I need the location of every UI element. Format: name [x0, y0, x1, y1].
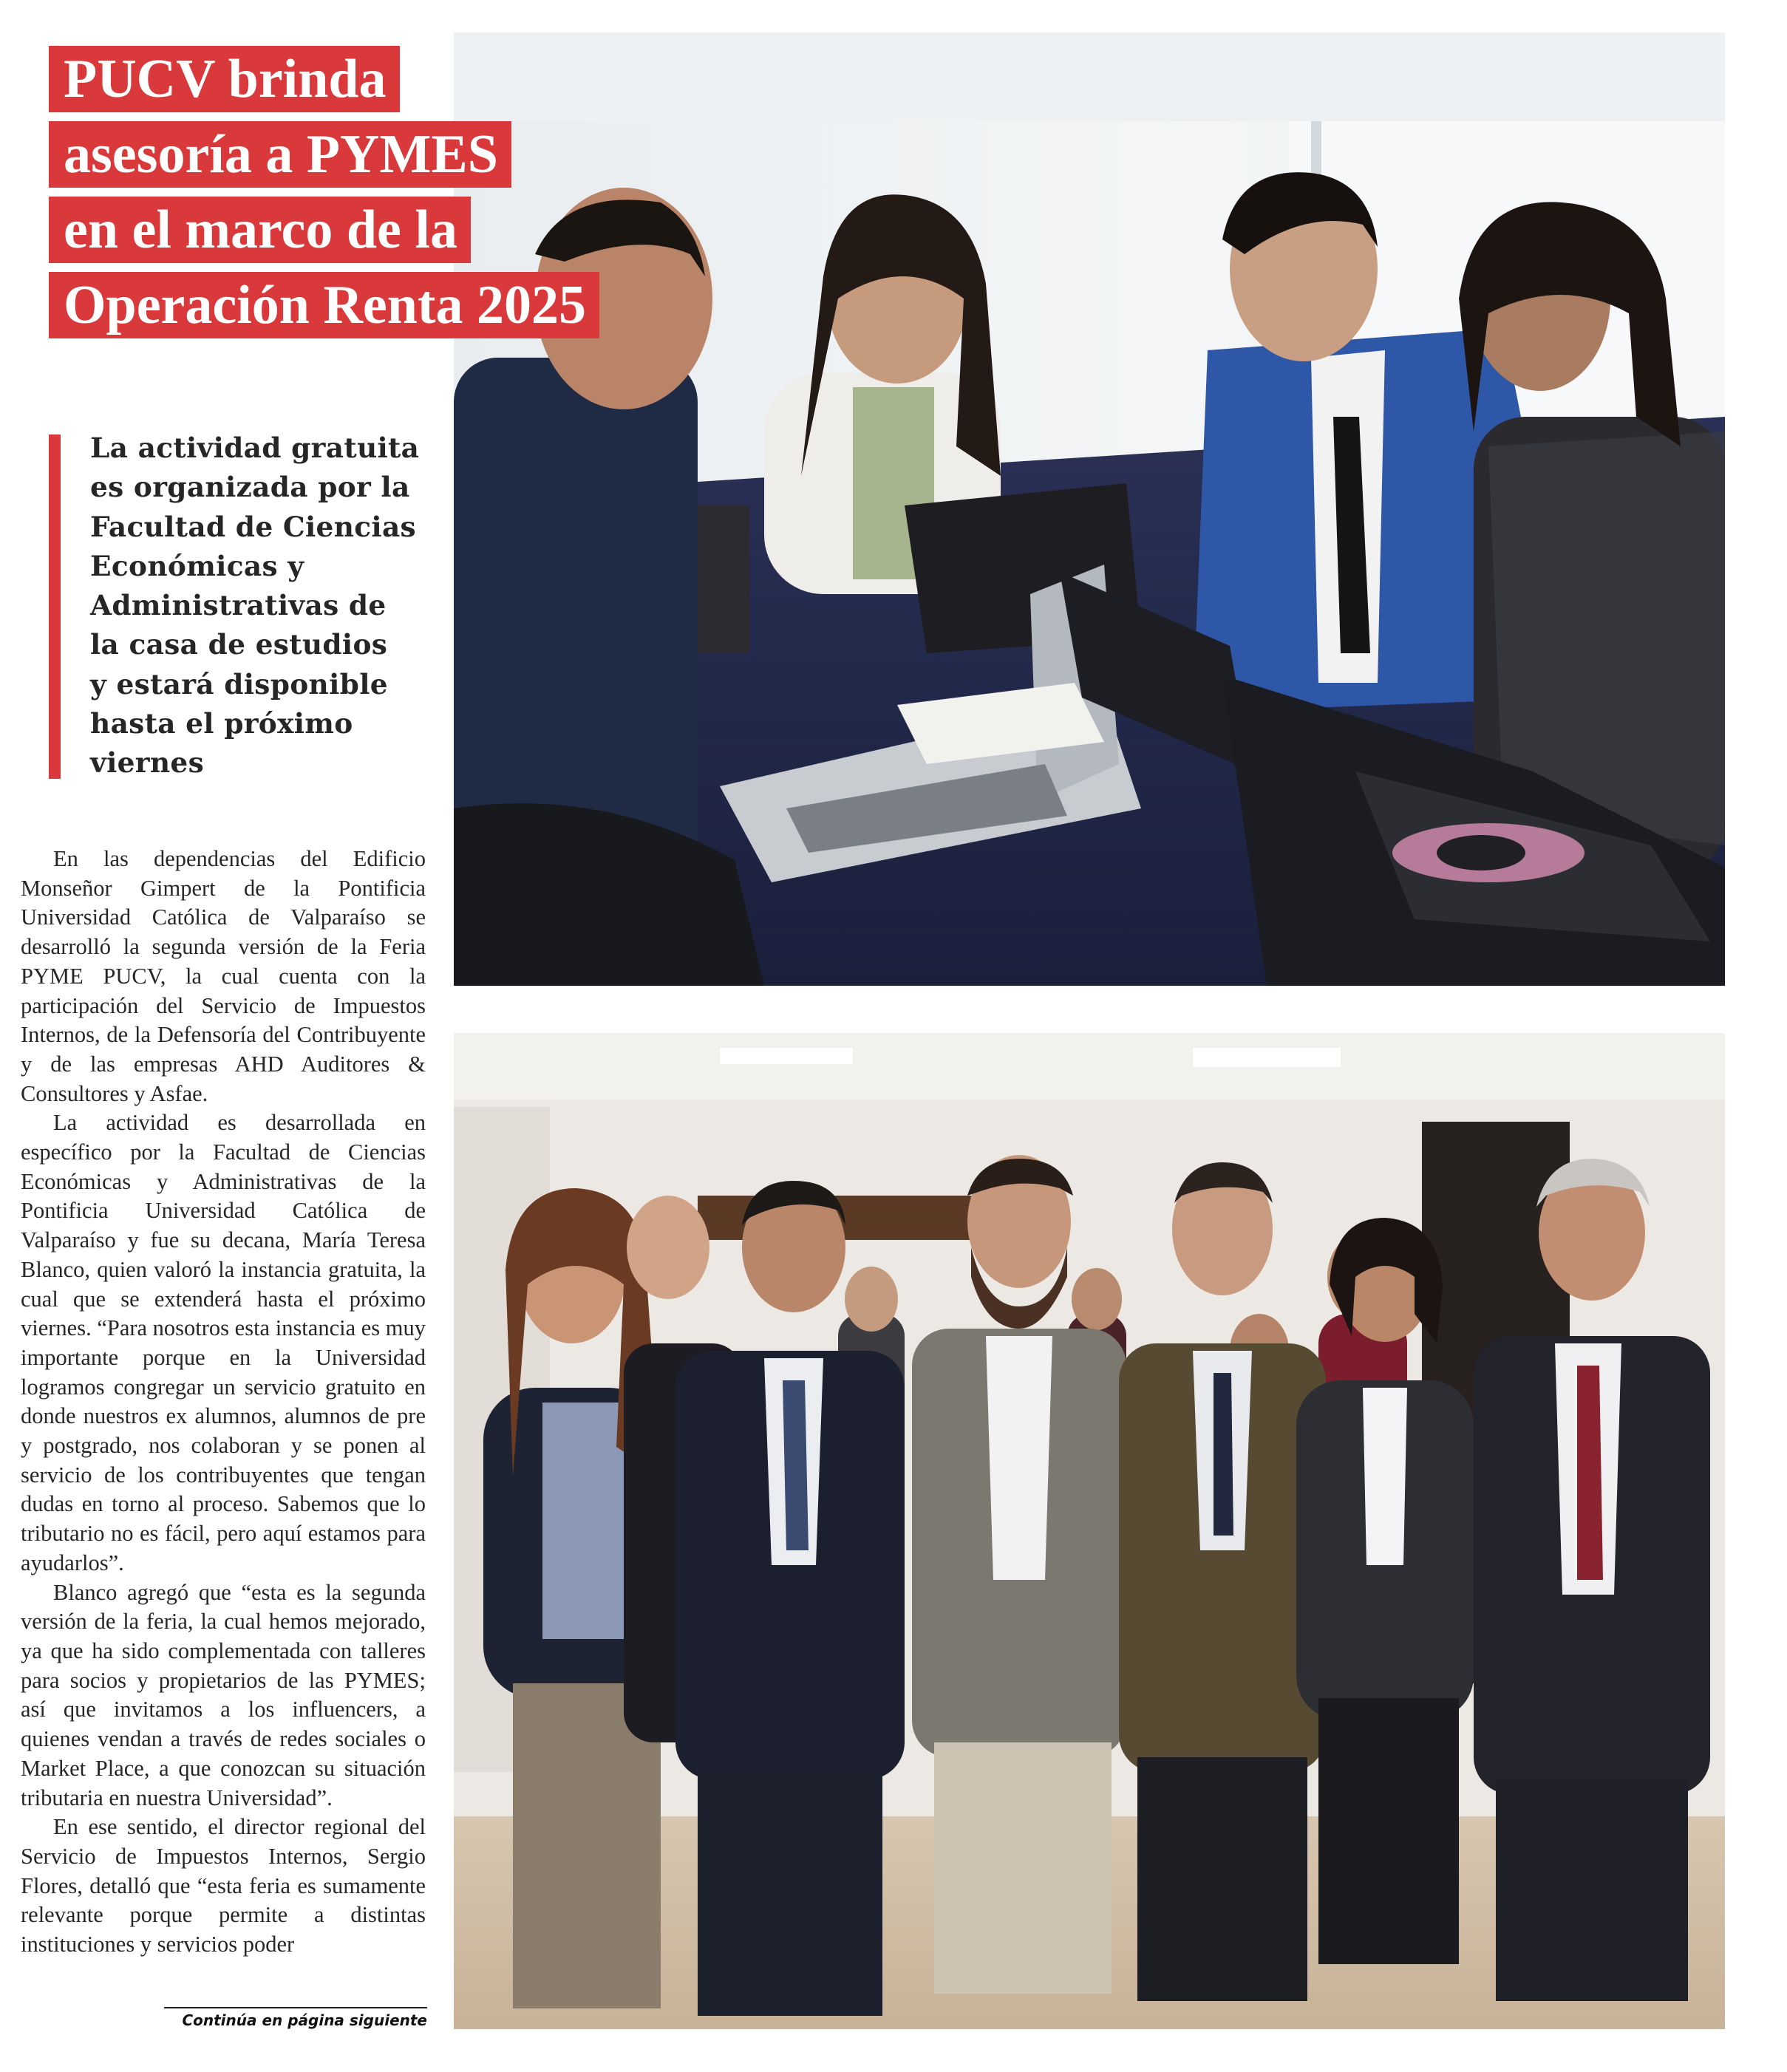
- deck-accent-bar: [49, 434, 61, 779]
- deck: [49, 434, 433, 779]
- body-paragraph-1: En las dependencias del Edificio Monseñor Gimpert de la Pontificia Universidad Católica de Valparaíso se desarrolló la segunda versión de la Feria PYME PUCV, la cual cuenta con la participación del Servicio de Impuestos Internos, de la Defensoría del Contribuyente y de las empresas AHD Auditores & Consultores y Asfae.: [21, 846, 426, 1106]
- article-body: [21, 845, 426, 1960]
- continue-note: Continúa en página siguiente: [182, 2011, 427, 2029]
- deck-text: La actividad gratuita es organizada por la Facultad de Ciencias Económicas y Administrativas de la casa de estudios y estará disponible hasta el próximo viernes: [90, 432, 420, 780]
- headline-line-3: en el marco de la: [49, 197, 471, 263]
- headline-line-4: Operación Renta 2025: [49, 272, 599, 338]
- headline: [49, 46, 714, 347]
- photo-group-portrait: [454, 1033, 1725, 2029]
- headline-line-2: asesoría a PYMES: [49, 121, 511, 188]
- body-paragraph-2: La actividad es desarrollada en específico por la Facultad de Ciencias Económicas y Administrativas de la Pontificia Universidad Católica de Valparaíso y fue su decana, María Teresa Blanco, quien valoró la instancia gratuita, la cual que se extenderá hasta el próximo viernes. “Para nosotros esta instancia es muy importante porque en la Universidad logramos congregar un servicio gratuito en donde nuestros ex alumnos, alumnos de pre y postgrado, nos colaboran y se ponen al servicio de los contribuyentes que tengan dudas en torno al proceso. Sabemos que lo tributario no es fácil, pero aquí estamos para ayudarlos”.: [21, 1110, 426, 1575]
- body-paragraph-4: En ese sentido, el director regional del Servicio de Impuestos Internos, Sergio Flores, detalló que “esta feria es sumamente relevante porque permite a distintas instituciones y servicios poder: [21, 1814, 426, 1957]
- headline-line-1: PUCV brinda: [49, 46, 400, 112]
- body-paragraph-3: Blanco agregó que “esta es la segunda versión de la feria, la cual hemos mejorado, ya que ha sido complementada con talleres para socios y propietarios de las PYMES; así que invitamos a los influencers, a quienes vendan a través de redes sociales o Market Place, a que conozcan su situación tributaria en nuestra Universidad”.: [21, 1579, 426, 1810]
- continue-rule: [164, 2007, 427, 2008]
